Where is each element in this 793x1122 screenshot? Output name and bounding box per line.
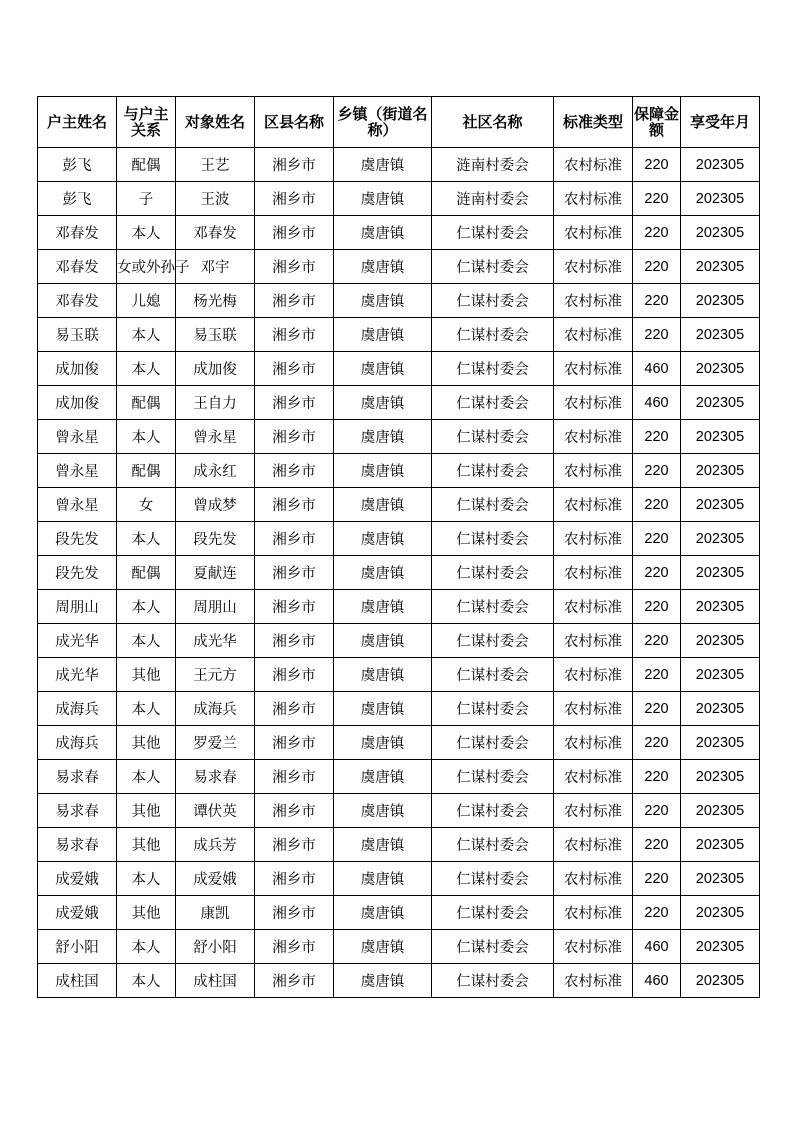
cell-community: 仁谋村委会 — [432, 828, 554, 862]
cell-relationship — [117, 420, 176, 454]
cell-amount: 220 — [633, 182, 681, 216]
cell-county: 湘乡市 — [255, 624, 334, 658]
cell-recipient-name: 段先发 — [176, 522, 255, 556]
cell-county: 湘乡市 — [255, 454, 334, 488]
cell-period: 202305 — [681, 556, 760, 590]
cell-county: 湘乡市 — [255, 590, 334, 624]
cell-householder-name: 易求春 — [38, 760, 117, 794]
cell-relationship — [117, 930, 176, 964]
cell-amount: 460 — [633, 352, 681, 386]
cell-amount: 220 — [633, 828, 681, 862]
cell-community: 涟南村委会 — [432, 182, 554, 216]
relationship-text: 其他 — [131, 804, 161, 820]
header-county: 区县名称 — [255, 97, 334, 148]
table-row — [38, 284, 760, 318]
cell-period: 202305 — [681, 522, 760, 556]
cell-standard-type: 农村标准 — [554, 590, 633, 624]
cell-township: 虞唐镇 — [334, 624, 432, 658]
cell-recipient-name: 周朋山 — [176, 590, 255, 624]
cell-county: 湘乡市 — [255, 250, 334, 284]
cell-householder-name: 邓春发 — [38, 284, 117, 318]
cell-recipient-name: 杨光梅 — [176, 284, 255, 318]
cell-recipient-name: 邓宇 — [176, 250, 255, 284]
relationship-text: 其他 — [131, 736, 161, 752]
cell-standard-type: 农村标准 — [554, 828, 633, 862]
relationship-text: 配偶 — [131, 566, 161, 582]
cell-township: 虞唐镇 — [334, 216, 432, 250]
table-row — [38, 250, 760, 284]
cell-amount: 220 — [633, 420, 681, 454]
cell-amount: 460 — [633, 964, 681, 998]
relationship-text: 本人 — [131, 634, 161, 650]
cell-standard-type: 农村标准 — [554, 692, 633, 726]
cell-county: 湘乡市 — [255, 522, 334, 556]
cell-recipient-name: 康凯 — [176, 896, 255, 930]
cell-county: 湘乡市 — [255, 352, 334, 386]
cell-standard-type: 农村标准 — [554, 250, 633, 284]
cell-recipient-name: 成加俊 — [176, 352, 255, 386]
header-period: 享受年月 — [681, 97, 760, 148]
cell-householder-name: 曾永星 — [38, 488, 117, 522]
table-row — [38, 896, 760, 930]
cell-community: 仁谋村委会 — [432, 488, 554, 522]
cell-relationship — [117, 828, 176, 862]
cell-relationship — [117, 794, 176, 828]
relationship-text: 本人 — [131, 362, 161, 378]
cell-community: 仁谋村委会 — [432, 318, 554, 352]
cell-county: 湘乡市 — [255, 828, 334, 862]
cell-community: 仁谋村委会 — [432, 284, 554, 318]
cell-township: 虞唐镇 — [334, 658, 432, 692]
header-community: 社区名称 — [432, 97, 554, 148]
cell-relationship — [117, 726, 176, 760]
cell-county: 湘乡市 — [255, 318, 334, 352]
table-row — [38, 692, 760, 726]
cell-county: 湘乡市 — [255, 862, 334, 896]
cell-amount: 220 — [633, 488, 681, 522]
relationship-text: 其他 — [131, 668, 161, 684]
cell-county: 湘乡市 — [255, 930, 334, 964]
cell-standard-type: 农村标准 — [554, 726, 633, 760]
relationship-text: 儿媳 — [131, 294, 161, 310]
cell-period: 202305 — [681, 284, 760, 318]
table-row — [38, 182, 760, 216]
cell-county: 湘乡市 — [255, 148, 334, 182]
cell-township: 虞唐镇 — [334, 896, 432, 930]
cell-householder-name: 易求春 — [38, 828, 117, 862]
cell-township: 虞唐镇 — [334, 726, 432, 760]
cell-standard-type: 农村标准 — [554, 522, 633, 556]
relationship-text: 本人 — [131, 770, 161, 786]
cell-period: 202305 — [681, 488, 760, 522]
cell-standard-type: 农村标准 — [554, 352, 633, 386]
cell-county: 湘乡市 — [255, 794, 334, 828]
cell-amount: 220 — [633, 250, 681, 284]
cell-community: 仁谋村委会 — [432, 726, 554, 760]
table-row — [38, 454, 760, 488]
cell-standard-type: 农村标准 — [554, 386, 633, 420]
cell-amount: 220 — [633, 522, 681, 556]
table-row — [38, 148, 760, 182]
cell-relationship — [117, 692, 176, 726]
cell-householder-name: 彭飞 — [38, 182, 117, 216]
relationship-text: 配偶 — [131, 158, 161, 174]
table-row — [38, 420, 760, 454]
cell-period: 202305 — [681, 216, 760, 250]
cell-standard-type: 农村标准 — [554, 658, 633, 692]
cell-community: 仁谋村委会 — [432, 522, 554, 556]
cell-township: 虞唐镇 — [334, 828, 432, 862]
cell-period: 202305 — [681, 590, 760, 624]
cell-amount: 460 — [633, 386, 681, 420]
relationship-text: 本人 — [131, 600, 161, 616]
table-row — [38, 828, 760, 862]
cell-county: 湘乡市 — [255, 182, 334, 216]
table-body — [38, 148, 760, 998]
cell-standard-type: 农村标准 — [554, 930, 633, 964]
cell-householder-name: 舒小阳 — [38, 930, 117, 964]
cell-period: 202305 — [681, 828, 760, 862]
table-row — [38, 556, 760, 590]
cell-period: 202305 — [681, 930, 760, 964]
cell-county: 湘乡市 — [255, 216, 334, 250]
cell-householder-name: 曾永星 — [38, 420, 117, 454]
cell-period: 202305 — [681, 420, 760, 454]
cell-township: 虞唐镇 — [334, 556, 432, 590]
relationship-text: 其他 — [131, 906, 161, 922]
cell-township: 虞唐镇 — [334, 794, 432, 828]
cell-relationship — [117, 352, 176, 386]
cell-householder-name: 周朋山 — [38, 590, 117, 624]
cell-householder-name: 邓春发 — [38, 250, 117, 284]
cell-amount: 220 — [633, 794, 681, 828]
cell-relationship — [117, 862, 176, 896]
cell-amount: 220 — [633, 284, 681, 318]
cell-period: 202305 — [681, 726, 760, 760]
cell-community: 仁谋村委会 — [432, 420, 554, 454]
cell-recipient-name: 王艺 — [176, 148, 255, 182]
cell-amount: 220 — [633, 590, 681, 624]
cell-recipient-name: 成兵芳 — [176, 828, 255, 862]
cell-householder-name: 段先发 — [38, 556, 117, 590]
cell-relationship — [117, 284, 176, 318]
cell-relationship — [117, 488, 176, 522]
cell-recipient-name: 成海兵 — [176, 692, 255, 726]
cell-county: 湘乡市 — [255, 760, 334, 794]
cell-community: 仁谋村委会 — [432, 794, 554, 828]
cell-township: 虞唐镇 — [334, 386, 432, 420]
relationship-text: 本人 — [131, 532, 161, 548]
cell-amount: 220 — [633, 896, 681, 930]
cell-recipient-name: 易求春 — [176, 760, 255, 794]
cell-period: 202305 — [681, 658, 760, 692]
relationship-text: 子 — [138, 192, 154, 208]
cell-recipient-name: 罗爱兰 — [176, 726, 255, 760]
cell-period: 202305 — [681, 386, 760, 420]
cell-relationship — [117, 250, 190, 284]
header-relationship: 与户主关系 — [117, 97, 176, 148]
cell-community: 仁谋村委会 — [432, 216, 554, 250]
cell-county: 湘乡市 — [255, 658, 334, 692]
cell-amount: 220 — [633, 148, 681, 182]
cell-township: 虞唐镇 — [334, 284, 432, 318]
cell-standard-type: 农村标准 — [554, 284, 633, 318]
cell-relationship — [117, 216, 176, 250]
cell-recipient-name: 成永红 — [176, 454, 255, 488]
relationship-text: 配偶 — [131, 396, 161, 412]
cell-county: 湘乡市 — [255, 964, 334, 998]
cell-recipient-name: 舒小阳 — [176, 930, 255, 964]
cell-community: 仁谋村委会 — [432, 454, 554, 488]
relationship-text: 配偶 — [131, 464, 161, 480]
relationship-text: 本人 — [131, 430, 161, 446]
cell-householder-name: 成爱娥 — [38, 896, 117, 930]
cell-relationship — [117, 658, 176, 692]
table-row — [38, 318, 760, 352]
table-row — [38, 726, 760, 760]
cell-county: 湘乡市 — [255, 726, 334, 760]
cell-householder-name: 邓春发 — [38, 216, 117, 250]
cell-community: 仁谋村委会 — [432, 692, 554, 726]
header-householder-name: 户主姓名 — [38, 97, 117, 148]
cell-recipient-name: 邓春发 — [176, 216, 255, 250]
cell-township: 虞唐镇 — [334, 148, 432, 182]
cell-standard-type: 农村标准 — [554, 896, 633, 930]
cell-county: 湘乡市 — [255, 386, 334, 420]
table-row — [38, 658, 760, 692]
cell-community: 仁谋村委会 — [432, 590, 554, 624]
cell-community: 仁谋村委会 — [432, 386, 554, 420]
cell-standard-type: 农村标准 — [554, 624, 633, 658]
table-row — [38, 760, 760, 794]
relationship-text: 本人 — [131, 974, 161, 990]
cell-community: 仁谋村委会 — [432, 760, 554, 794]
cell-standard-type: 农村标准 — [554, 148, 633, 182]
relationship-text: 本人 — [131, 872, 161, 888]
cell-relationship — [117, 896, 176, 930]
cell-township: 虞唐镇 — [334, 862, 432, 896]
cell-standard-type: 农村标准 — [554, 760, 633, 794]
cell-relationship — [117, 182, 176, 216]
cell-standard-type: 农村标准 — [554, 182, 633, 216]
cell-period: 202305 — [681, 250, 760, 284]
cell-recipient-name: 成爱娥 — [176, 862, 255, 896]
header-township: 乡镇（街道名称） — [334, 97, 432, 148]
cell-period: 202305 — [681, 352, 760, 386]
cell-amount: 220 — [633, 454, 681, 488]
cell-recipient-name: 王波 — [176, 182, 255, 216]
cell-recipient-name: 成光华 — [176, 624, 255, 658]
table-row — [38, 862, 760, 896]
cell-amount: 220 — [633, 216, 681, 250]
cell-township: 虞唐镇 — [334, 760, 432, 794]
cell-township: 虞唐镇 — [334, 352, 432, 386]
cell-township: 虞唐镇 — [334, 250, 432, 284]
header-standard-type: 标准类型 — [554, 97, 633, 148]
header-amount: 保障金额 — [633, 97, 681, 148]
cell-county: 湘乡市 — [255, 420, 334, 454]
cell-amount: 460 — [633, 930, 681, 964]
cell-householder-name: 成柱国 — [38, 964, 117, 998]
cell-county: 湘乡市 — [255, 488, 334, 522]
cell-period: 202305 — [681, 862, 760, 896]
cell-amount: 220 — [633, 760, 681, 794]
cell-amount: 220 — [633, 318, 681, 352]
cell-township: 虞唐镇 — [334, 522, 432, 556]
table-row — [38, 624, 760, 658]
cell-householder-name: 彭飞 — [38, 148, 117, 182]
cell-householder-name: 易求春 — [38, 794, 117, 828]
cell-standard-type: 农村标准 — [554, 556, 633, 590]
cell-relationship — [117, 148, 176, 182]
cell-householder-name: 成海兵 — [38, 726, 117, 760]
cell-relationship — [117, 386, 176, 420]
cell-recipient-name: 易玉联 — [176, 318, 255, 352]
cell-township: 虞唐镇 — [334, 488, 432, 522]
relationship-text: 本人 — [131, 226, 161, 242]
cell-township: 虞唐镇 — [334, 318, 432, 352]
cell-relationship — [117, 318, 176, 352]
table-row — [38, 386, 760, 420]
cell-standard-type: 农村标准 — [554, 488, 633, 522]
header-row — [38, 97, 760, 148]
cell-township: 虞唐镇 — [334, 590, 432, 624]
cell-amount: 220 — [633, 692, 681, 726]
cell-recipient-name: 王自力 — [176, 386, 255, 420]
table-row — [38, 216, 760, 250]
cell-township: 虞唐镇 — [334, 692, 432, 726]
cell-relationship — [117, 522, 176, 556]
cell-recipient-name: 成柱国 — [176, 964, 255, 998]
table-row — [38, 794, 760, 828]
cell-householder-name: 曾永星 — [38, 454, 117, 488]
cell-period: 202305 — [681, 454, 760, 488]
cell-period: 202305 — [681, 692, 760, 726]
cell-community: 仁谋村委会 — [432, 352, 554, 386]
cell-standard-type: 农村标准 — [554, 794, 633, 828]
cell-householder-name: 成加俊 — [38, 352, 117, 386]
cell-county: 湘乡市 — [255, 556, 334, 590]
cell-standard-type: 农村标准 — [554, 964, 633, 998]
cell-period: 202305 — [681, 624, 760, 658]
cell-county: 湘乡市 — [255, 692, 334, 726]
cell-recipient-name: 谭伏英 — [176, 794, 255, 828]
cell-community: 仁谋村委会 — [432, 624, 554, 658]
table-row — [38, 964, 760, 998]
cell-township: 虞唐镇 — [334, 420, 432, 454]
cell-township: 虞唐镇 — [334, 182, 432, 216]
cell-householder-name: 成爱娥 — [38, 862, 117, 896]
cell-community: 仁谋村委会 — [432, 250, 554, 284]
relationship-text: 其他 — [131, 838, 161, 854]
cell-relationship — [117, 624, 176, 658]
cell-householder-name: 成光华 — [38, 658, 117, 692]
cell-recipient-name: 王元方 — [176, 658, 255, 692]
cell-period: 202305 — [681, 318, 760, 352]
cell-community: 仁谋村委会 — [432, 896, 554, 930]
cell-amount: 220 — [633, 726, 681, 760]
cell-period: 202305 — [681, 148, 760, 182]
cell-community: 仁谋村委会 — [432, 862, 554, 896]
cell-standard-type: 农村标准 — [554, 420, 633, 454]
cell-amount: 220 — [633, 658, 681, 692]
cell-period: 202305 — [681, 896, 760, 930]
cell-community: 仁谋村委会 — [432, 556, 554, 590]
cell-community: 仁谋村委会 — [432, 930, 554, 964]
cell-standard-type: 农村标准 — [554, 862, 633, 896]
relationship-text: 本人 — [131, 940, 161, 956]
cell-period: 202305 — [681, 794, 760, 828]
cell-county: 湘乡市 — [255, 896, 334, 930]
cell-amount: 220 — [633, 556, 681, 590]
table-header — [38, 97, 760, 148]
table-row — [38, 522, 760, 556]
cell-standard-type: 农村标准 — [554, 318, 633, 352]
relationship-text: 本人 — [131, 702, 161, 718]
cell-recipient-name: 夏献连 — [176, 556, 255, 590]
cell-householder-name: 成海兵 — [38, 692, 117, 726]
cell-relationship — [117, 454, 176, 488]
cell-community: 仁谋村委会 — [432, 658, 554, 692]
table-row — [38, 488, 760, 522]
cell-recipient-name: 曾永星 — [176, 420, 255, 454]
cell-householder-name: 成光华 — [38, 624, 117, 658]
cell-amount: 220 — [633, 862, 681, 896]
cell-township: 虞唐镇 — [334, 930, 432, 964]
table-row — [38, 590, 760, 624]
cell-householder-name: 段先发 — [38, 522, 117, 556]
cell-relationship — [117, 964, 176, 998]
cell-standard-type: 农村标准 — [554, 216, 633, 250]
cell-recipient-name: 曾成梦 — [176, 488, 255, 522]
cell-community: 仁谋村委会 — [432, 964, 554, 998]
cell-amount: 220 — [633, 624, 681, 658]
table-row — [38, 352, 760, 386]
cell-relationship — [117, 760, 176, 794]
cell-householder-name: 易玉联 — [38, 318, 117, 352]
cell-township: 虞唐镇 — [334, 964, 432, 998]
cell-township: 虞唐镇 — [334, 454, 432, 488]
cell-county: 湘乡市 — [255, 284, 334, 318]
cell-standard-type: 农村标准 — [554, 454, 633, 488]
cell-relationship — [117, 590, 176, 624]
relationship-text: 女或外孙子 — [117, 260, 190, 276]
header-recipient-name: 对象姓名 — [176, 97, 255, 148]
cell-period: 202305 — [681, 760, 760, 794]
table-row — [38, 930, 760, 964]
cell-period: 202305 — [681, 964, 760, 998]
cell-relationship — [117, 556, 176, 590]
cell-period: 202305 — [681, 182, 760, 216]
relationship-text: 本人 — [131, 328, 161, 344]
relationship-text: 女 — [138, 498, 154, 514]
cell-householder-name: 成加俊 — [38, 386, 117, 420]
relief-recipients-table — [37, 96, 760, 998]
cell-community: 涟南村委会 — [432, 148, 554, 182]
